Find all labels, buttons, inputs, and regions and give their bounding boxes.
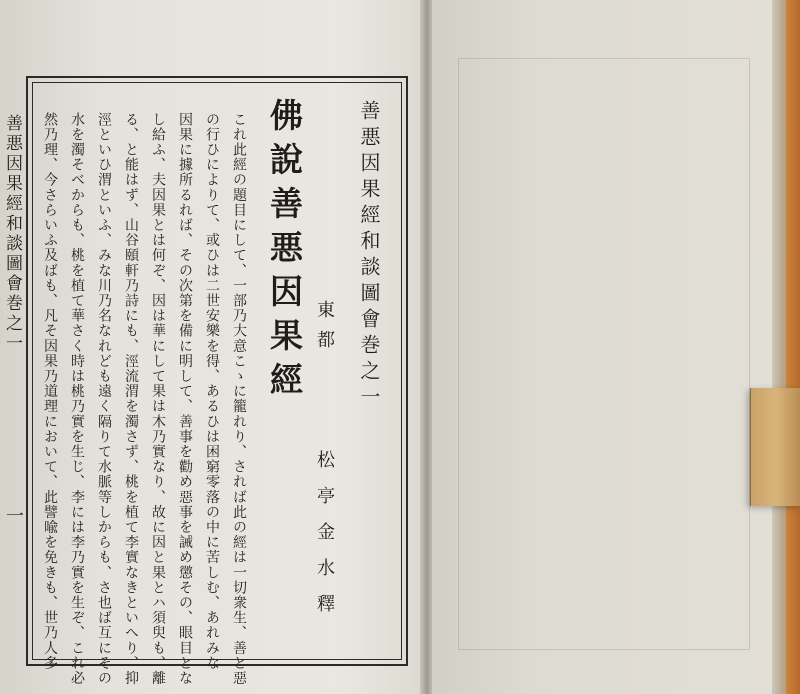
author-name: 松亭金水釋 xyxy=(314,450,335,630)
body-column: 因果に據所るれば、その次第を備に明して、善事を勸め惡事を誡め懲その、眼目とな xyxy=(177,112,193,686)
body-column: る、と能はず、山谷頤軒乃詩にも、涇流渭を濁さず、桃を植て李實なきといへり、抑 xyxy=(123,112,139,686)
body-column: の行ひによりて、或ひは二世安樂を得、あるひは困窮零落の中に苦しむ、あれみな xyxy=(204,112,220,671)
body-column: これ此經の題目にして、一部乃大意こゝに籠れり、されば此の經は一切衆生、善と惡 xyxy=(231,112,247,686)
chapter-title: 佛說善悪因果經 xyxy=(265,98,304,406)
body-column: し給ふ、夫因果とは何ぞ、因は華にして果は木乃實なり、故に因と果とハ須臾も、離 xyxy=(150,112,166,686)
cover-edge xyxy=(786,0,800,694)
author-place: 東都 xyxy=(314,300,335,360)
running-head: 善悪因果經和談圖會巻之一 xyxy=(2,114,22,354)
body-column: 然乃理、今さらいふ及ばも、凡そ因果乃道理において、此譬喩を免きも、世乃人多 xyxy=(42,112,58,671)
show-through-frame xyxy=(458,58,750,650)
body-column: 水を濁そべからも、桃を植て華さく時は桃乃實を生じ、李には李乃實を生ぞ、これ必 xyxy=(69,112,85,686)
wooden-page-weight xyxy=(750,388,800,506)
body-column: 涇といひ渭といふ、みな川乃名なれども遠く隔りて水脈等しからも、さ也ば互にその xyxy=(96,112,112,686)
book-title: 善悪因果經和談圖會巻之一 xyxy=(357,100,381,412)
page-number: 一 xyxy=(3,506,24,524)
